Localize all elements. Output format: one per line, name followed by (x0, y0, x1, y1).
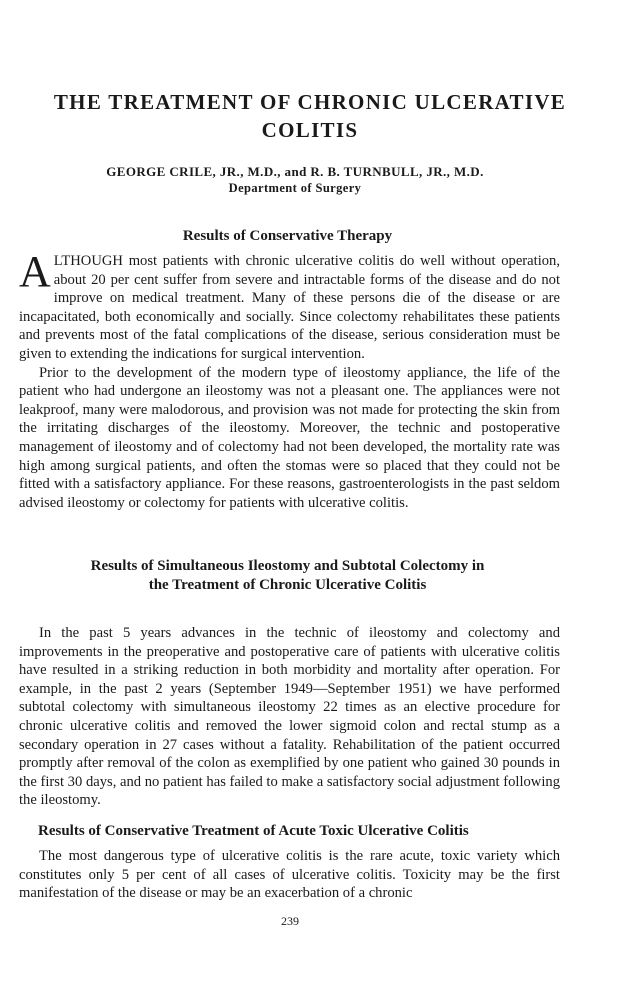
heading-line-1: Results of Simultaneous Ileostomy and Subtotal Colectomy in (90, 558, 485, 574)
paragraph-text: In the past 5 years advances in the technic of ileostomy and colectomy and improvements in the preoperative and postoperative care of patients with ulcerative colitis have resulted in a striking reduction in both morbidity and mortality after operation. For example, in the past 2 years (September 1949—September 1951) we have performed subtotal colectomy with simultaneous ileostomy 22 times as an elective procedure for chronic ulcerative colitis and removed the lower sigmoid colon and rectal stump as a secondary operation in 27 cases without a fatality. Rehabilitation of the patient occurred promptly after removal of the colon as exemplified by one patient who gained 30 pounds in the first 30 days, and no patient has failed to make a satisfactory social adjustment following the ileostomy. (19, 625, 560, 809)
section-heading-simultaneous-ileostomy (0, 557, 575, 595)
paragraph (19, 847, 560, 903)
drop-cap: A (19, 247, 51, 296)
paragraph (19, 364, 560, 513)
section-body-acute-toxic (19, 847, 560, 903)
section-body-conservative-therapy (19, 247, 560, 512)
paragraph-text: The most dangerous type of ulcerative colitis is the rare acute, toxic variety which constitutes only 5 per cent of all cases of ulcerative colitis. Toxicity may be the first manifestation of the disease or may be an exacerbation of a chronic (19, 848, 560, 902)
paragraph (19, 247, 560, 364)
paragraph (19, 624, 560, 810)
section-heading-acute-toxic: Results of Conservative Treatment of Acute Toxic Ulcerative Colitis (38, 823, 469, 839)
paragraph-text: LTHOUGH most patients with chronic ulcerative colitis do well without operation, about 20 per cent suffer from severe and intractable forms of the disease and do not improve on medical treatment. Many of these persons die of the disease or are incapacitated, both economically and socially. Since colectomy rehabilitates these patients and prevents most of the fatal complications of the disease, serious consideration must be given to extending the indications for surgical intervention. (19, 253, 560, 362)
section-body-simultaneous-ileostomy (19, 624, 560, 810)
paragraph-text: Prior to the development of the modern type of ileostomy appliance, the life of the patient who had undergone an ileostomy was not a pleasant one. The appliances were not leakproof, many were malodorous, and provision was not made for protecting the skin from the irritating discharges of the ileostomy. Moreover, the technic and postoperative management of ileostomy and of colectomy had not been developed, the mortality rate was high among surgical patients, and often the stomas were so placed that they could not be fitted with a satisfactory appliance. For these reasons, gastroenterologists in the past seldom advised ileostomy or colectomy for patients with ulcerative colitis. (19, 364, 560, 511)
section-heading-conservative-therapy: Results of Conservative Therapy (182, 228, 393, 244)
author-byline: GEORGE CRILE, JR., M.D., and R. B. TURNBULL, JR., M.D. (106, 164, 484, 179)
article-title-line-1: THE TREATMENT OF CHRONIC ULCERATIVE (53, 90, 567, 114)
department-affiliation: Department of Surgery (228, 181, 362, 195)
article-title-line-2: COLITIS (261, 118, 359, 142)
heading-line-2: the Treatment of Chronic Ulcerative Colitis (148, 577, 427, 593)
page-number: 239 (281, 914, 299, 928)
